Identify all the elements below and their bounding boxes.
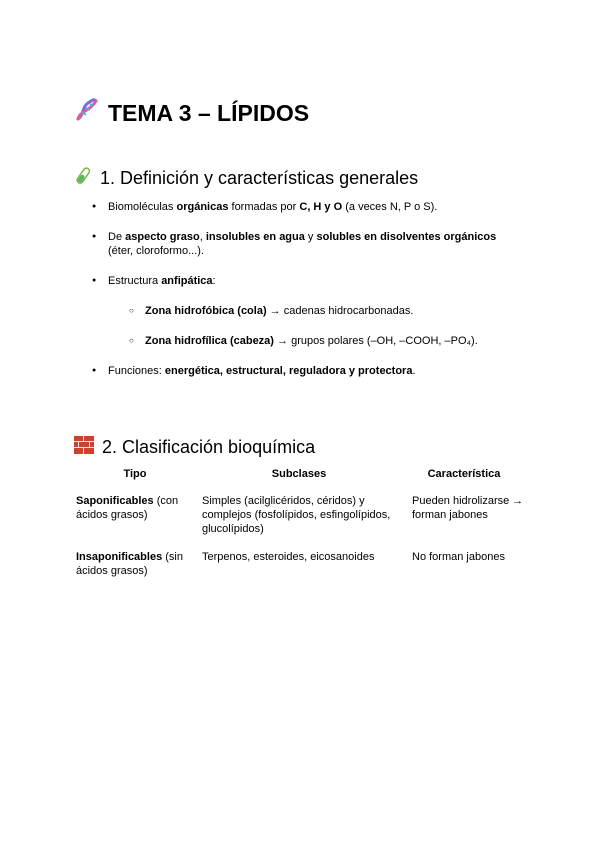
brick-icon xyxy=(74,436,94,459)
table-header-row xyxy=(74,464,526,494)
sublist-item: ○ Zona hidrofílica (cabeza) → grupos polares (–OH, –COOH, –PO₄). xyxy=(129,334,512,348)
section2-heading-text: 2. Clasificación bioquímica xyxy=(102,437,316,457)
table-row xyxy=(74,494,526,550)
table-cell: No forman jabones xyxy=(412,551,505,563)
page-title xyxy=(74,97,309,129)
column-header: Característica xyxy=(427,468,501,480)
table-cell: Pueden hidrolizarse → forman jabones xyxy=(412,495,524,521)
list-item: ● Biomoléculas orgánicas formadas por C, H y O (a veces N, P o S). xyxy=(92,200,512,214)
dna-icon xyxy=(74,97,100,129)
table-cell: Simples (acilglicéridos, céridos) y complejos (fosfolípidos, esfingolípidos, glucolípidos) xyxy=(202,495,391,535)
section1-heading-text: 1. Definición y características generales xyxy=(100,168,419,188)
sublist-item: ○ Zona hidrofóbica (cola) → cadenas hidrocarbonadas. xyxy=(129,304,512,318)
list-item: ● Funciones: energética, estructural, reguladora y protectora. xyxy=(92,364,512,378)
section-heading-classification xyxy=(74,436,315,459)
column-header: Subclases xyxy=(271,468,327,480)
classification-table xyxy=(74,464,526,592)
table-cell: Saponificables (con ácidos grasos) xyxy=(76,495,179,521)
test-tube-icon xyxy=(74,166,92,191)
table-row xyxy=(74,550,526,592)
section-heading-definition xyxy=(74,166,418,191)
list-item: ● De aspecto graso, insolubles en agua y solubles en disolventes orgánicos (éter, cloroformo...). xyxy=(92,230,512,258)
table-cell: Insaponificables (sin ácidos grasos) xyxy=(76,551,183,577)
title-text: TEMA 3 – LÍPIDOS xyxy=(108,99,310,126)
list-item: ● Estructura anfipática: xyxy=(92,274,512,288)
definition-list xyxy=(92,200,512,378)
table-cell: Terpenos, esteroides, eicosanoides xyxy=(202,551,375,563)
column-header: Tipo xyxy=(123,468,147,480)
